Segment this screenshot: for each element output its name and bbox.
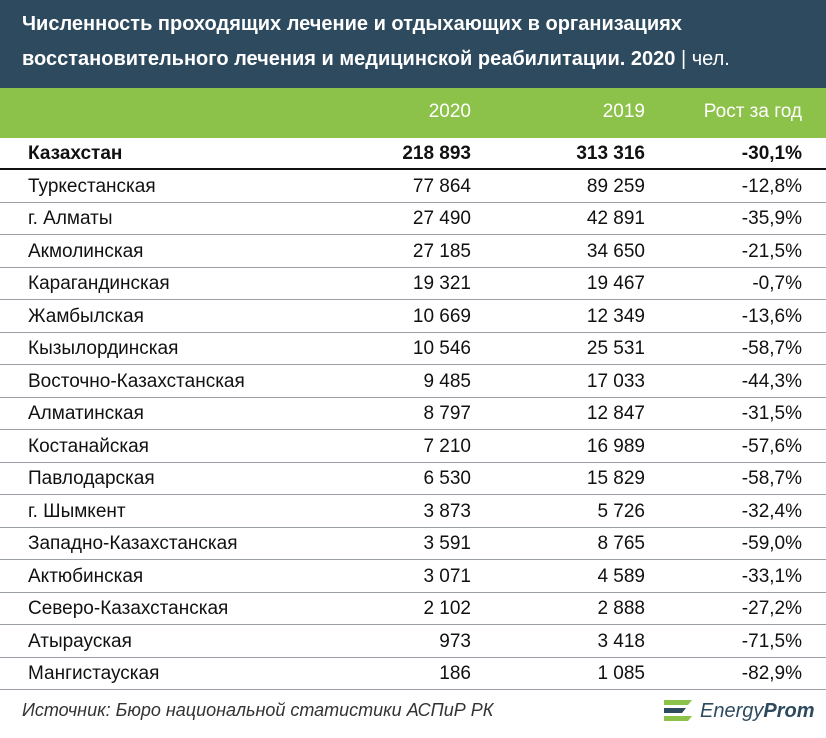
cell-value-2019: 1 085 [597,663,645,684]
cell-value-2020: 77 864 [412,175,471,197]
title-unit: чел. [691,48,730,70]
brand-name [700,700,815,723]
table-row [0,561,826,593]
cell-growth: -13,6% [741,305,802,327]
cell-region: Туркестанская [28,175,156,197]
cell-growth: -21,5% [741,240,802,262]
brand-name-part2: Prom [763,700,815,722]
column-header-2019: 2019 [602,101,645,122]
cell-region: Жамбылская [28,305,144,327]
title-separator: | [680,48,687,70]
cell-region: Казахстан [28,143,123,164]
title-line-2 [22,48,730,71]
table-row [0,203,826,235]
cell-value-2020: 19 321 [412,273,471,294]
cell-region: Карагандинская [28,273,170,294]
column-header-row [0,88,826,138]
cell-growth: -0,7% [752,273,802,294]
cell-value-2019: 16 989 [586,435,645,457]
cell-region: Восточно-Казахстанская [28,370,245,392]
cell-growth: -57,6% [741,435,802,457]
cell-value-2019: 12 349 [586,305,645,327]
cell-value-2020: 3 591 [423,533,471,554]
cell-growth: -31,5% [741,403,802,424]
cell-value-2019: 25 531 [586,338,645,359]
table-row [0,268,826,300]
cell-value-2019: 15 829 [586,468,645,489]
cell-region: Акмолинская [28,240,144,262]
cell-value-2020: 2 102 [423,598,471,619]
cell-growth: -58,7% [741,338,802,359]
cell-growth: -30,1% [741,143,802,164]
table-row [0,366,826,398]
cell-value-2019: 42 891 [586,208,645,229]
cell-growth: -33,1% [741,565,802,587]
source-note: Источник: Бюро национальной статистики АСПиР РК [22,700,494,720]
cell-value-2019: 34 650 [586,240,645,262]
table-row [0,431,826,463]
cell-value-2020: 3 873 [423,500,471,522]
cell-value-2020: 3 071 [423,565,471,587]
cell-value-2019: 12 847 [586,403,645,424]
cell-value-2020: 6 530 [423,468,471,489]
cell-value-2019: 4 589 [597,565,645,587]
title-line-1: Численность проходящих лечение и отдыхающих в организациях [22,13,682,35]
table-row [0,301,826,333]
cell-growth: -35,9% [741,208,802,229]
brand-name-part1: Energy [700,700,764,722]
cell-growth: -44,3% [741,370,802,392]
table-row [0,171,826,203]
cell-region: Кызылординская [28,338,179,359]
cell-region: г. Алматы [28,208,113,229]
table-title-bar [0,0,826,88]
cell-value-2020: 218 893 [402,143,471,164]
cell-growth: -12,8% [741,175,802,197]
cell-value-2020: 10 546 [412,338,471,359]
cell-value-2019: 2 888 [597,598,645,619]
table-row [0,496,826,528]
energyprom-logo-icon [662,696,694,726]
cell-growth: -71,5% [741,630,802,652]
cell-region: Мангистауская [28,663,160,684]
cell-value-2020: 7 210 [423,435,471,457]
table-row [0,626,826,658]
cell-value-2020: 186 [439,663,471,684]
cell-growth: -82,9% [741,663,802,684]
column-header-2020: 2020 [428,101,471,122]
cell-region: Павлодарская [28,468,155,489]
table-row [0,398,826,430]
cell-region: Северо-Казахстанская [28,598,229,619]
table-row [0,236,826,268]
cell-growth: -58,7% [741,468,802,489]
cell-value-2019: 17 033 [586,370,645,392]
cell-value-2019: 19 467 [586,273,645,294]
cell-region: Западно-Казахстанская [28,533,238,554]
cell-value-2019: 8 765 [597,533,645,554]
cell-value-2020: 27 490 [412,208,471,229]
cell-value-2020: 8 797 [423,403,471,424]
cell-region: г. Шымкент [28,500,126,522]
cell-value-2019: 3 418 [597,630,645,652]
table-row [0,463,826,495]
cell-region: Актюбинская [28,565,144,587]
title-main: восстановительного лечения и медицинской реабилитации. 2020 [22,48,676,70]
cell-value-2019: 313 316 [576,143,645,164]
cell-value-2020: 9 485 [423,370,471,392]
cell-growth: -32,4% [741,500,802,522]
table-row-total [0,138,826,170]
column-header-growth: Рост за год [703,101,802,122]
cell-value-2020: 973 [439,630,471,652]
cell-region: Атырауская [28,630,132,652]
cell-growth: -27,2% [741,598,802,619]
cell-growth: -59,0% [741,533,802,554]
cell-value-2019: 5 726 [597,500,645,522]
cell-value-2019: 89 259 [586,175,645,197]
footer [0,686,826,738]
table-row [0,528,826,560]
cell-value-2020: 10 669 [412,305,471,327]
cell-region: Костанайская [28,435,149,457]
table-row [0,333,826,365]
table-row [0,593,826,625]
cell-region: Алматинская [28,403,144,424]
cell-value-2020: 27 185 [412,240,471,262]
